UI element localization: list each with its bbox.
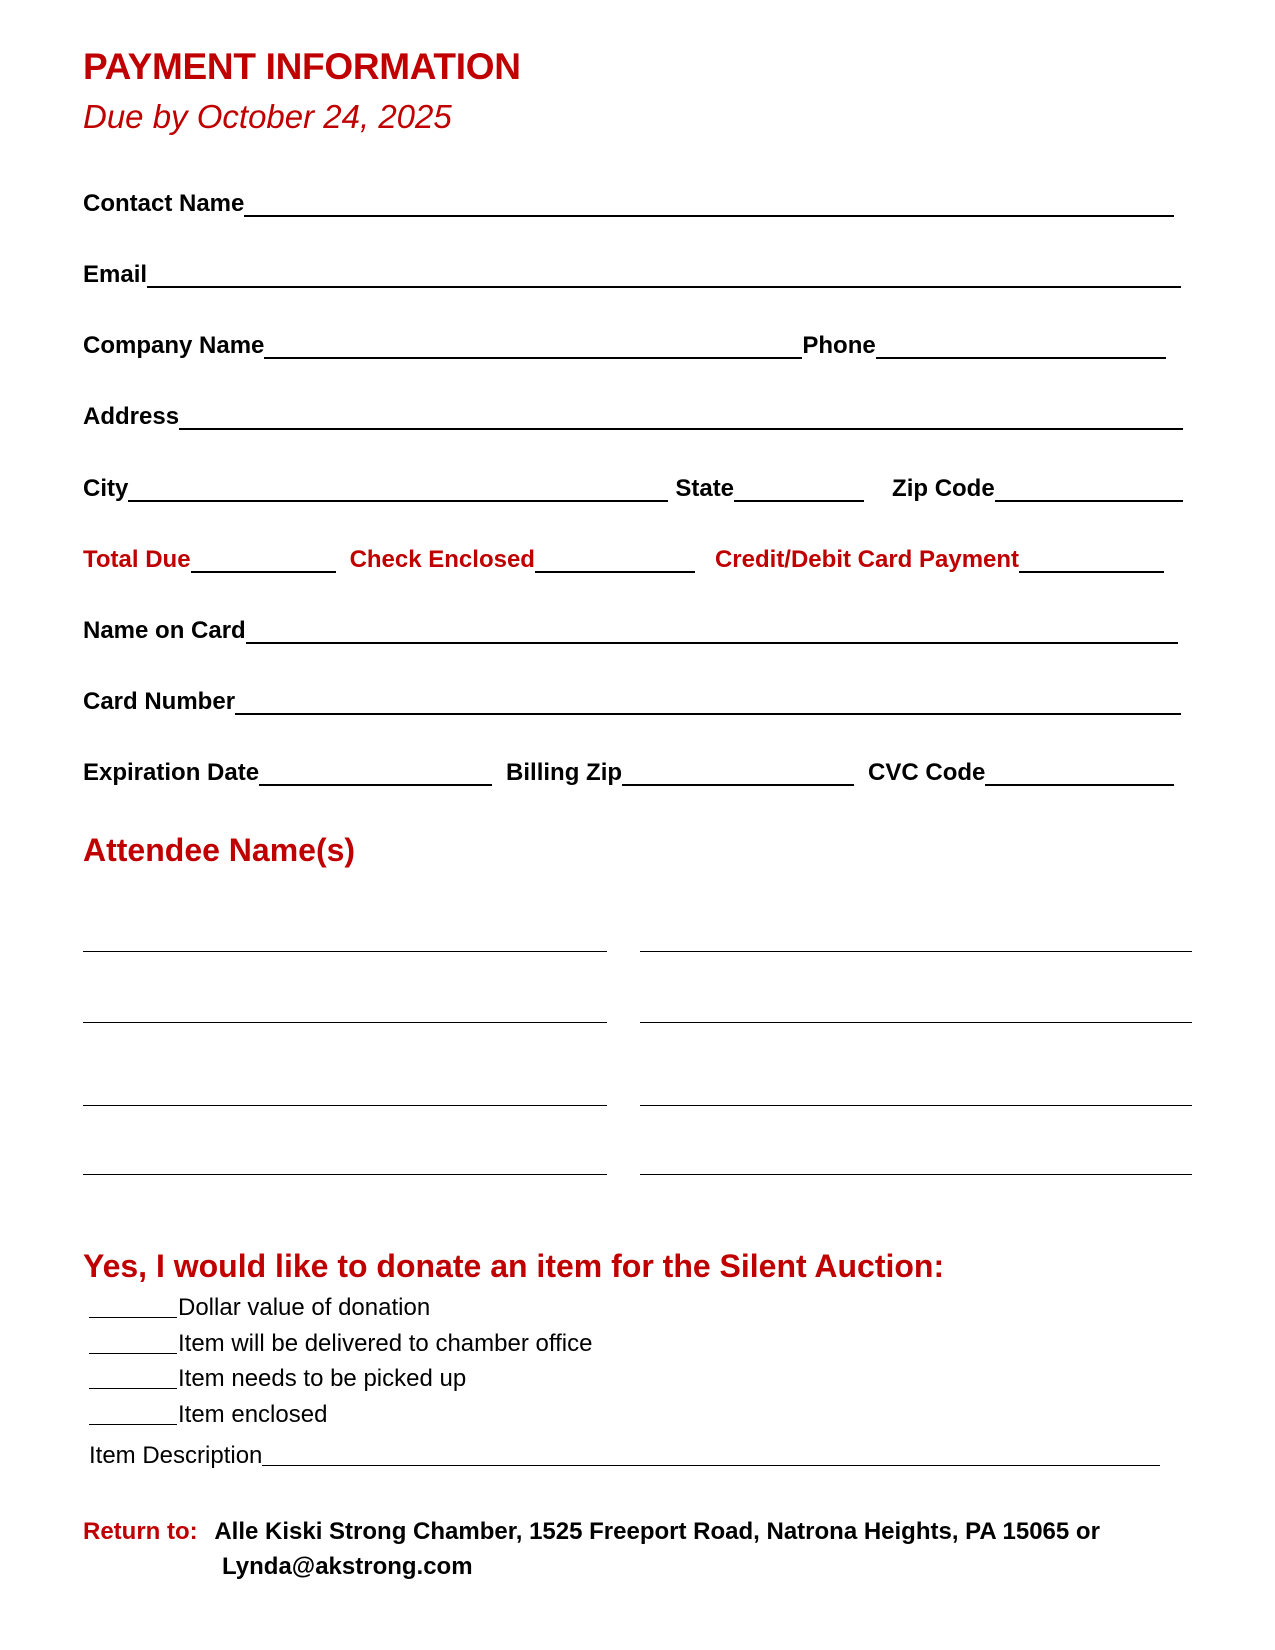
email-input[interactable] — [147, 262, 1181, 288]
donation-option-label: Item will be delivered to chamber office — [178, 1330, 593, 1357]
check-enclosed-label: Check Enclosed — [349, 546, 535, 573]
state-label: State — [675, 475, 735, 502]
phone-label: Phone — [802, 332, 876, 359]
card-number-row — [83, 688, 1181, 716]
return-email: Lynda@akstrong.com — [222, 1553, 473, 1580]
address-input[interactable] — [179, 404, 1183, 430]
return-to-label: Return to: — [83, 1518, 198, 1545]
city-state-zip-row — [83, 475, 1183, 503]
city-label: City — [83, 475, 129, 502]
zip-code-input[interactable] — [995, 476, 1183, 502]
item-description-label: Item Description — [89, 1442, 263, 1469]
donation-option — [89, 1293, 430, 1323]
donation-option — [89, 1364, 466, 1394]
billing-zip-label: Billing Zip — [506, 759, 623, 786]
attendee-line[interactable] — [83, 951, 607, 952]
phone-input[interactable] — [876, 333, 1166, 359]
cvc-code-input[interactable] — [985, 760, 1174, 786]
donation-blank[interactable] — [89, 1353, 177, 1354]
card-number-input[interactable] — [235, 689, 1181, 715]
contact-name-input[interactable] — [244, 191, 1174, 217]
donation-option-label: Dollar value of donation — [178, 1294, 431, 1321]
donation-option — [89, 1400, 327, 1430]
return-to-block — [83, 1514, 1100, 1549]
name-on-card-label: Name on Card — [83, 617, 246, 644]
company-name-label: Company Name — [83, 332, 265, 359]
name-on-card-input[interactable] — [246, 618, 1178, 644]
contact-name-row — [83, 190, 1174, 218]
name-on-card-row — [83, 617, 1178, 645]
due-date: Due by October 24, 2025 — [83, 98, 452, 135]
attendee-line[interactable] — [83, 1174, 607, 1175]
expiration-date-label: Expiration Date — [83, 759, 260, 786]
attendee-line[interactable] — [640, 951, 1192, 952]
donation-blank[interactable] — [89, 1388, 177, 1389]
address-label: Address — [83, 403, 180, 430]
total-due-input[interactable] — [191, 547, 336, 573]
attendee-line[interactable] — [640, 1105, 1192, 1106]
return-address: Alle Kiski Strong Chamber, 1525 Freeport Road, Natrona Heights, PA 15065 or — [214, 1518, 1100, 1545]
payment-method-row — [83, 546, 1164, 574]
email-row — [83, 261, 1181, 289]
city-input[interactable] — [128, 476, 668, 502]
address-row — [83, 403, 1183, 431]
page-title: PAYMENT INFORMATION — [83, 46, 521, 87]
item-description-row — [89, 1441, 1160, 1471]
email-label: Email — [83, 261, 148, 288]
attendee-line[interactable] — [83, 1105, 607, 1106]
card-number-label: Card Number — [83, 688, 236, 715]
attendees-heading: Attendee Name(s) — [83, 832, 356, 868]
attendee-line[interactable] — [640, 1022, 1192, 1023]
expiration-date-input[interactable] — [259, 760, 492, 786]
donation-option-label: Item needs to be picked up — [178, 1365, 467, 1392]
donation-option — [89, 1329, 592, 1359]
check-enclosed-input[interactable] — [535, 547, 695, 573]
donation-heading: Yes, I would like to donate an item for the Silent Auction: — [83, 1248, 945, 1284]
zip-code-label: Zip Code — [892, 475, 995, 502]
item-description-line[interactable] — [262, 1465, 1160, 1466]
attendee-line[interactable] — [83, 1022, 607, 1023]
attendee-line[interactable] — [640, 1174, 1192, 1175]
company-phone-row — [83, 332, 1166, 360]
donation-option-label: Item enclosed — [178, 1401, 328, 1428]
billing-zip-input[interactable] — [622, 760, 854, 786]
card-payment-input[interactable] — [1019, 547, 1164, 573]
card-details-row — [83, 759, 1174, 787]
state-input[interactable] — [734, 476, 864, 502]
cvc-code-label: CVC Code — [868, 759, 986, 786]
donation-blank[interactable] — [89, 1424, 177, 1425]
total-due-label: Total Due — [83, 546, 191, 573]
card-payment-label: Credit/Debit Card Payment — [714, 546, 1020, 573]
company-name-input[interactable] — [264, 333, 802, 359]
contact-name-label: Contact Name — [83, 190, 245, 217]
donation-blank[interactable] — [89, 1317, 177, 1318]
